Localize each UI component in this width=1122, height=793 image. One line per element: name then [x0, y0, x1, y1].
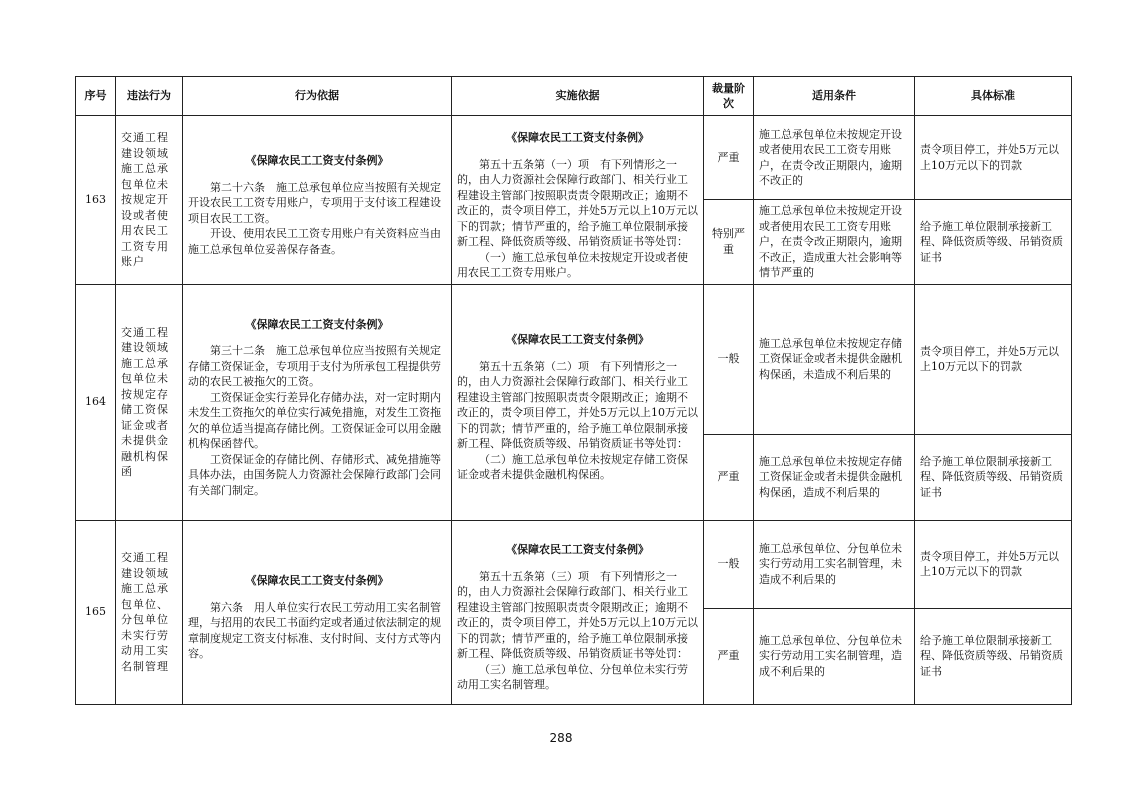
condition-cell: 施工总承包单位未按规定存储工资保证金或者未提供金融机构保函，未造成不利后果的	[754, 284, 915, 434]
standard-cell: 责令项目停工，并处5万元以上10万元以下的罚款	[915, 284, 1072, 434]
level-cell: 严重	[704, 608, 754, 704]
impl-paragraph: （二）施工总承包单位未按规定存储工资保证金或者未提供金融机构保函。	[457, 452, 688, 482]
header-impl: 实施依据	[452, 77, 704, 116]
impl-paragraph: （三）施工总承包单位、分包单位未实行劳动用工实名制管理。	[457, 662, 688, 692]
standard-cell: 责令项目停工，并处5万元以上10万元以下的罚款	[915, 520, 1072, 608]
row-seq: 165	[76, 520, 116, 704]
condition-cell: 施工总承包单位、分包单位未实行劳动用工实名制管理，未造成不利后果的	[754, 520, 915, 608]
condition-cell: 施工总承包单位未按规定开设或者使用农民工工资专用账户，在责令改正期限内，逾期不改正，造成重大社会影响等情节严重的	[754, 200, 915, 285]
row-basis	[183, 520, 452, 704]
table-row	[76, 116, 1072, 200]
row-impl	[452, 520, 704, 704]
level-cell: 一般	[704, 284, 754, 434]
header-violation: 违法行为	[116, 77, 183, 116]
basis-paragraph: 工资保证金的存储比例、存储形式、减免措施等具体办法，由国务院人力资源社会保障行政部门会同有关部门制定。	[188, 452, 441, 497]
header-basis: 行为依据	[183, 77, 452, 116]
table-row	[76, 520, 1072, 608]
penalty-standard-table	[75, 76, 1072, 705]
row-basis	[183, 284, 452, 520]
header-row	[76, 77, 1072, 116]
header-level: 裁量阶次	[704, 77, 754, 116]
row-violation: 交通工程建设领域施工总承包单位未按规定存储工资保证金或者未提供金融机构保函	[116, 284, 183, 520]
impl-law-title: 《保障农民工工资支付条例》	[506, 131, 649, 144]
standard-cell: 责令项目停工，并处5万元以上10万元以下的罚款	[915, 116, 1072, 200]
row-seq: 163	[76, 116, 116, 285]
header-seq: 序号	[76, 77, 116, 116]
impl-paragraph: 第五十五条第（一）项 有下列情形之一的，由人力资源社会保障行政部门、相关行业工程建设主管部门按照职责责令限期改正；逾期不改正的，责令项目停工，并处5万元以上10万元以下的罚款；情节严重的，给予施工单位限制承接新工程、降低资质等级、吊销资质证书等处罚：	[457, 157, 698, 248]
row-violation: 交通工程建设领域施工总承包单位、分包单位未实行劳动用工实名制管理	[116, 520, 183, 704]
basis-law-title: 《保障农民工工资支付条例》	[245, 154, 389, 168]
level-cell: 严重	[704, 434, 754, 520]
table-row	[76, 284, 1072, 434]
impl-law-title: 《保障农民工工资支付条例》	[506, 543, 649, 557]
page-number: 288	[549, 731, 573, 745]
basis-paragraph: 第六条 用人单位实行农民工劳动用工实名制管理，与招用的农民工书面约定或者通过依法制定的规章制度规定工资支付标准、支付时间、支付方式等内容。	[188, 600, 441, 661]
condition-cell: 施工总承包单位未按规定开设或者使用农民工工资专用账户，在责令改正期限内，逾期不改正的	[754, 116, 915, 200]
header-condition: 适用条件	[754, 77, 915, 116]
impl-paragraph: （一）施工总承包单位未按规定开设或者使用农民工工资专用账户。	[457, 250, 688, 279]
level-cell: 一般	[704, 520, 754, 608]
basis-paragraph: 工资保证金实行差异化存储办法，对一定时期内未发生工资拖欠的单位实行减免措施，对发生工资拖欠的单位适当提高存储比例。工资保证金可以用金融机构保函替代。	[188, 390, 441, 451]
condition-cell: 施工总承包单位、分包单位未实行劳动用工实名制管理，造成不利后果的	[754, 608, 915, 704]
row-seq: 164	[76, 284, 116, 520]
header-standard: 具体标准	[915, 77, 1072, 116]
standard-cell: 给予施工单位限制承接新工程、降低资质等级、吊销资质证书	[915, 200, 1072, 285]
basis-paragraph: 第二十六条 施工总承包单位应当按照有关规定开设农民工工资专用账户，专项用于支付该工程建设项目农民工工资。	[188, 180, 441, 225]
basis-law-title: 《保障农民工工资支付条例》	[245, 317, 389, 331]
basis-law-title: 《保障农民工工资支付条例》	[245, 574, 389, 588]
impl-paragraph: 第五十五条第（二）项 有下列情形之一的，由人力资源社会保障行政部门、相关行业工程建设主管部门按照职责责令限期改正；逾期不改正的，责令项目停工，并处5万元以上10万元以下的罚款；情节严重的，给予施工单位限制承接新工程、降低资质等级、吊销资质证书等处罚：	[457, 359, 698, 451]
condition-cell: 施工总承包单位未按规定存储工资保证金或者未提供金融机构保函，造成不利后果的	[754, 434, 915, 520]
row-violation: 交通工程建设领域施工总承包单位未按规定开设或者使用农民工工资专用账户	[116, 116, 183, 285]
basis-paragraph: 开设、使用农民工工资专用账户有关资料应当由施工总承包单位妥善保存备查。	[188, 227, 441, 256]
impl-law-title: 《保障农民工工资支付条例》	[506, 333, 649, 347]
standard-cell: 给予施工单位限制承接新工程、降低资质等级、吊销资质证书	[915, 434, 1072, 520]
basis-paragraph: 第三十二条 施工总承包单位应当按照有关规定存储工资保证金，专项用于支付为所承包工程提供劳动的农民工被拖欠的工资。	[188, 344, 441, 389]
row-impl	[452, 116, 704, 285]
row-impl	[452, 284, 704, 520]
level-cell: 严重	[704, 116, 754, 200]
level-cell: 特别严重	[704, 200, 754, 285]
row-basis	[183, 116, 452, 285]
standard-cell: 给予施工单位限制承接新工程、降低资质等级、吊销资质证书	[915, 608, 1072, 704]
impl-paragraph: 第五十五条第（三）项 有下列情形之一的，由人力资源社会保障行政部门、相关行业工程建设主管部门按照职责责令限期改正；逾期不改正的，责令项目停工，并处5万元以上10万元以下的罚款；情节严重的，给予施工单位限制承接新工程、降低资质等级、吊销资质证书等处罚：	[457, 569, 698, 661]
